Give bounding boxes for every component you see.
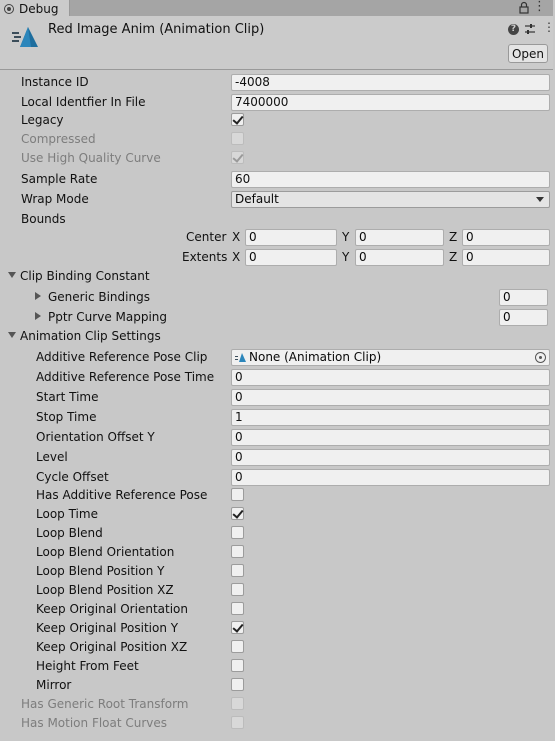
bounds-extents-y-field[interactable]: 0	[355, 249, 444, 266]
legacy-checkbox[interactable]	[231, 113, 244, 126]
foldout-open-icon[interactable]	[8, 332, 16, 338]
orientation-offset-y-label: Orientation Offset Y	[36, 430, 155, 444]
sample-rate-row	[0, 169, 553, 189]
bounds-extents-x-field[interactable]: 0	[245, 249, 337, 266]
clip-settings-foldout[interactable]	[0, 326, 553, 346]
legacy-row	[0, 110, 553, 130]
bounds-center-row	[0, 227, 553, 247]
level-row	[0, 447, 553, 467]
help-icon[interactable]: ?	[508, 24, 519, 35]
keep-original-position-xz-label: Keep Original Position XZ	[36, 640, 188, 654]
high-quality-curve-checkbox	[231, 151, 244, 164]
local-identifier-label: Local Identfier In File	[21, 95, 146, 109]
compressed-checkbox	[231, 132, 244, 145]
additive-ref-pose-clip-field[interactable]	[231, 349, 550, 366]
has-additive-ref-pose-row	[0, 485, 553, 505]
has-motion-float-curves-label: Has Motion Float Curves	[21, 716, 168, 730]
legacy-label: Legacy	[21, 113, 64, 127]
axis-z-label: Z	[449, 230, 458, 244]
start-time-label: Start Time	[36, 390, 99, 404]
loop-blend-orientation-checkbox[interactable]	[231, 545, 244, 558]
axis-x-label: X	[232, 250, 241, 264]
generic-bindings-label: Generic Bindings	[48, 290, 150, 304]
additive-ref-pose-clip-label: Additive Reference Pose Clip	[36, 350, 208, 364]
loop-blend-position-xz-row	[0, 580, 553, 600]
mirror-row	[0, 675, 553, 695]
bounds-label: Bounds	[21, 212, 66, 226]
loop-time-label: Loop Time	[36, 507, 98, 521]
foldout-closed-icon[interactable]	[35, 312, 41, 320]
has-generic-root-transform-row	[0, 694, 553, 714]
loop-blend-orientation-row	[0, 542, 553, 562]
instance-id-field[interactable]: -4008	[231, 74, 550, 91]
bounds-row	[0, 209, 553, 229]
loop-blend-position-y-label: Loop Blend Position Y	[36, 564, 165, 578]
loop-blend-row	[0, 523, 553, 543]
keep-original-orientation-label: Keep Original Orientation	[36, 602, 188, 616]
has-additive-ref-pose-checkbox[interactable]	[231, 488, 244, 501]
axis-x-label: X	[232, 230, 241, 244]
orientation-offset-y-field[interactable]: 0	[231, 429, 550, 446]
level-label: Level	[36, 450, 68, 464]
loop-blend-orientation-label: Loop Blend Orientation	[36, 545, 175, 559]
keep-original-position-y-checkbox[interactable]	[231, 621, 244, 634]
loop-blend-position-y-checkbox[interactable]	[231, 564, 244, 577]
loop-blend-label: Loop Blend	[36, 526, 103, 540]
keep-original-orientation-row	[0, 599, 553, 619]
additive-ref-pose-time-row	[0, 367, 553, 387]
loop-blend-position-xz-checkbox[interactable]	[231, 583, 244, 596]
foldout-closed-icon[interactable]	[35, 292, 41, 300]
instance-id-label: Instance ID	[21, 75, 89, 89]
loop-time-checkbox[interactable]	[231, 507, 244, 520]
start-time-row	[0, 387, 553, 407]
loop-blend-position-xz-label: Loop Blend Position XZ	[36, 583, 174, 597]
open-button[interactable]: Open	[508, 44, 548, 63]
window-tab-bar	[0, 0, 553, 16]
page-title: Red Image Anim (Animation Clip)	[48, 22, 265, 37]
height-from-feet-checkbox[interactable]	[231, 659, 244, 672]
local-identifier-row	[0, 92, 553, 112]
animation-clip-icon	[235, 353, 246, 362]
level-field[interactable]: 0	[231, 449, 550, 466]
has-motion-float-curves-row	[0, 713, 553, 733]
height-from-feet-row	[0, 656, 553, 676]
orientation-offset-y-row	[0, 427, 553, 447]
bounds-center-label: Center	[186, 230, 227, 244]
loop-blend-position-y-row	[0, 561, 553, 581]
keep-original-orientation-checkbox[interactable]	[231, 602, 244, 615]
chevron-down-icon	[536, 197, 544, 202]
axis-y-label: Y	[342, 230, 350, 244]
instance-id-row	[0, 72, 553, 92]
keep-original-position-xz-checkbox[interactable]	[231, 640, 244, 653]
debug-icon	[4, 4, 14, 14]
high-quality-curve-label: Use High Quality Curve	[21, 151, 161, 165]
height-from-feet-label: Height From Feet	[36, 659, 139, 673]
wrap-mode-value: Default	[235, 192, 279, 206]
animation-clip-icon	[11, 26, 39, 48]
additive-ref-pose-clip-value: None (Animation Clip)	[249, 350, 382, 364]
wrap-mode-dropdown[interactable]	[231, 191, 550, 208]
tab-debug-label: Debug	[19, 1, 59, 16]
loop-time-row	[0, 504, 553, 524]
sample-rate-label: Sample Rate	[21, 172, 98, 186]
object-picker-icon[interactable]	[535, 352, 546, 363]
bounds-center-x-field[interactable]: 0	[245, 229, 337, 246]
sample-rate-field[interactable]: 60	[231, 171, 550, 188]
mirror-checkbox[interactable]	[231, 678, 244, 691]
high-quality-curve-row	[0, 148, 553, 168]
bounds-extents-z-field[interactable]: 0	[462, 249, 550, 266]
tab-debug[interactable]	[0, 0, 70, 17]
has-motion-float-curves-checkbox	[231, 716, 244, 729]
lock-icon[interactable]	[519, 1, 529, 14]
start-time-field[interactable]: 0	[231, 389, 550, 406]
additive-ref-pose-time-field[interactable]: 0	[231, 369, 550, 386]
clip-binding-foldout[interactable]	[0, 266, 553, 286]
stop-time-label: Stop Time	[36, 410, 97, 424]
axis-z-label: Z	[449, 250, 458, 264]
has-generic-root-transform-checkbox	[231, 697, 244, 710]
keep-original-position-xz-row	[0, 637, 553, 657]
additive-ref-pose-time-label: Additive Reference Pose Time	[36, 370, 215, 384]
additive-ref-pose-clip-row	[0, 347, 553, 367]
component-menu-icon[interactable]: ⋮	[543, 20, 555, 34]
inspector-header	[0, 16, 553, 70]
stop-time-field[interactable]: 1	[231, 409, 550, 426]
bounds-extents-label: Extents	[182, 250, 228, 264]
clip-binding-label: Clip Binding Constant	[20, 269, 150, 283]
mirror-label: Mirror	[36, 678, 72, 692]
generic-bindings-size-field[interactable]: 0	[499, 289, 548, 306]
cycle-offset-field[interactable]: 0	[231, 469, 550, 486]
loop-blend-checkbox[interactable]	[231, 526, 244, 539]
cycle-offset-label: Cycle Offset	[36, 470, 109, 484]
keep-original-position-y-label: Keep Original Position Y	[36, 621, 179, 635]
keep-original-position-y-row	[0, 618, 553, 638]
bounds-extents-row	[0, 247, 553, 267]
wrap-mode-label: Wrap Mode	[21, 192, 89, 206]
cycle-offset-row	[0, 467, 553, 487]
bounds-center-z-field[interactable]: 0	[462, 229, 550, 246]
bounds-center-y-field[interactable]: 0	[355, 229, 444, 246]
clip-settings-label: Animation Clip Settings	[20, 329, 161, 343]
stop-time-row	[0, 407, 553, 427]
has-generic-root-transform-label: Has Generic Root Transform	[21, 697, 189, 711]
preset-icon[interactable]	[524, 23, 536, 35]
generic-bindings-row	[0, 287, 553, 307]
wrap-mode-row	[0, 189, 553, 209]
compressed-label: Compressed	[21, 132, 96, 146]
has-additive-ref-pose-label: Has Additive Reference Pose	[36, 488, 208, 502]
window-menu-icon[interactable]: ⋮	[533, 0, 545, 14]
pptr-curve-mapping-label: Pptr Curve Mapping	[48, 310, 168, 324]
pptr-curve-mapping-row	[0, 307, 553, 327]
foldout-open-icon[interactable]	[8, 272, 16, 278]
local-identifier-field[interactable]: 7400000	[231, 94, 550, 111]
axis-y-label: Y	[342, 250, 350, 264]
pptr-curve-mapping-size-field[interactable]: 0	[499, 309, 548, 326]
compressed-row	[0, 129, 553, 149]
